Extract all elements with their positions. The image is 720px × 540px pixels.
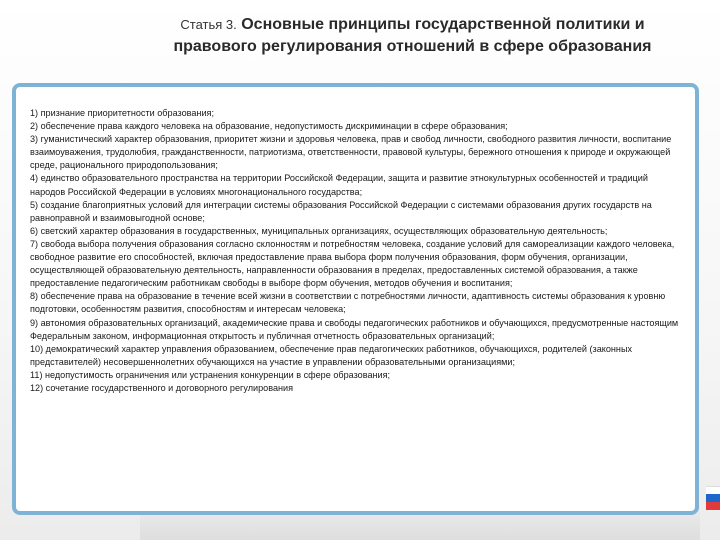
title-main: Основные принципы государственной политики и правового регулирования отношений в сфере образования [173, 16, 652, 55]
flag-stripe-blue [706, 494, 720, 502]
list-item: 11) недопустимость ограничения или устранения конкуренции в сфере образования; [30, 369, 391, 380]
list-item: 9) автономия образовательных организаций, академические права и свободы педагогических работников и обучающихся, предусмотренные настоящим Федеральным законом, информационная открытость и публичная отчетность образовательных организаций; [30, 317, 679, 341]
flag-stripe-red [706, 502, 720, 510]
principles-box [12, 83, 699, 515]
list-item: 5) создание благоприятных условий для интеграции системы образования Российской Федерации с системами образования других государств на равноправной и взаимовыгодной основе; [30, 199, 652, 223]
list-item: 1) признание приоритетности образования; [30, 108, 214, 118]
list-item: 8) обеспечение права на образование в течение всей жизни в соответствии с потребностями личности, адаптивность системы образования к уровню подготовки, особенностям развития, способностям и интересам человека; [30, 291, 666, 315]
list-item: 6) светский характер образования в государственных, муниципальных организациях, осуществляющих образовательную деятельность; [30, 225, 608, 236]
list-item: 4) единство образовательного пространства на территории Российской Федерации, защита и развитие этнокультурных особенностей и традиций народов Российской Федерации в условиях многонационального государства; [30, 173, 648, 197]
list-item: 7) свобода выбора получения образования согласно склонностям и потребностям человека, создание условий для самореализации каждого человека, свободное развитие его способностей, включая предоставление права выбора форм получения образования, форм обучения, организации, осуществляющей образовательную деятельность, направленности образования в пределах, предоставленных системой образования, а также предоставление педагогическим работникам свободы в выборе форм обучения, методов обучения и воспитания; [30, 238, 675, 289]
list-item: 2) обеспечение права каждого человека на образование, недопустимость дискриминации в сфере образования; [30, 121, 508, 132]
list-item: 12) сочетание государственного и договорного регулирования [30, 382, 294, 393]
list-item: 3) гуманистический характер образования, приоритет жизни и здоровья человека, прав и свобод личности, свободного развития личности, воспитание взаимоуважения, трудолюбия, гражданственности, патриотизма, ответственности, правовой культуры, бережного отношения к природе и окружающей среде, рационального природопользования; [30, 134, 672, 171]
title-prefix: Статья 3. [180, 17, 237, 32]
slide-title [140, 14, 685, 58]
list-item: 10) демократический характер управления образованием, обеспечение прав педагогических работников, обучающихся, родителей (законных представителей) несовершеннолетних обучающихся на участие в управлении образовательными организациями; [30, 343, 633, 367]
principles-list [30, 107, 681, 395]
